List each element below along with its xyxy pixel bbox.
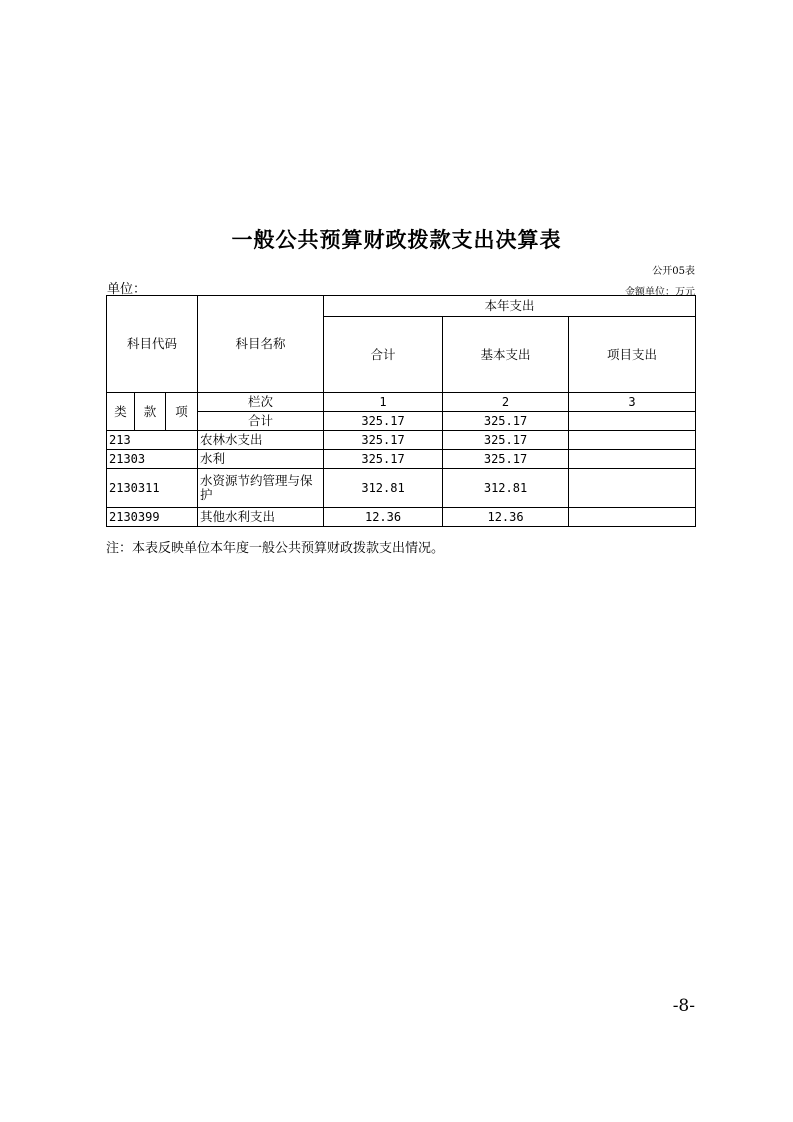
row-total: 12.36	[324, 508, 443, 527]
header-col-3: 3	[569, 393, 696, 412]
header-subject-name: 科目名称	[198, 296, 324, 393]
table-row	[107, 450, 696, 469]
row-name: 水资源节约管理与保护	[198, 469, 324, 508]
row-total: 325.17	[324, 431, 443, 450]
row-code: 213	[107, 431, 198, 450]
total-project	[569, 412, 696, 431]
form-number: 公开05表	[652, 266, 695, 277]
row-basic: 312.81	[443, 469, 569, 508]
row-basic: 325.17	[443, 431, 569, 450]
header-kuan: 款	[135, 393, 166, 431]
header-subject-code: 科目代码	[107, 296, 198, 393]
table-row	[107, 508, 696, 527]
header-basic: 基本支出	[443, 317, 569, 393]
header-column-order: 栏次	[198, 393, 324, 412]
row-code: 21303	[107, 450, 198, 469]
table-row	[107, 431, 696, 450]
row-project	[569, 450, 696, 469]
row-project	[569, 431, 696, 450]
unit-label: 单位：	[107, 282, 147, 297]
row-total: 312.81	[324, 469, 443, 508]
row-code: 2130311	[107, 469, 198, 508]
expenditure-table	[106, 295, 696, 527]
header-current-year: 本年支出	[324, 296, 696, 317]
row-project	[569, 508, 696, 527]
row-total: 325.17	[324, 450, 443, 469]
row-name: 水利	[198, 450, 324, 469]
row-basic: 325.17	[443, 450, 569, 469]
header-project: 项目支出	[569, 317, 696, 393]
header-lei: 类	[107, 393, 135, 431]
total-basic: 325.17	[443, 412, 569, 431]
row-project	[569, 469, 696, 508]
header-xiang: 项	[166, 393, 198, 431]
header-total: 合计	[324, 317, 443, 393]
money-unit-label: 金额单位：万元	[625, 287, 695, 298]
table-note: 注：本表反映单位本年度一般公共预算财政拨款支出情况。	[106, 541, 445, 556]
row-code: 2130399	[107, 508, 198, 527]
total-label: 合计	[198, 412, 324, 431]
page-number: -8-	[672, 996, 695, 1016]
total-amount: 325.17	[324, 412, 443, 431]
header-col-1: 1	[324, 393, 443, 412]
table-row	[107, 469, 696, 508]
row-name: 其他水利支出	[198, 508, 324, 527]
header-col-2: 2	[443, 393, 569, 412]
row-basic: 12.36	[443, 508, 569, 527]
page-title: 一般公共预算财政拨款支出决算表	[231, 228, 562, 252]
row-name: 农林水支出	[198, 431, 324, 450]
